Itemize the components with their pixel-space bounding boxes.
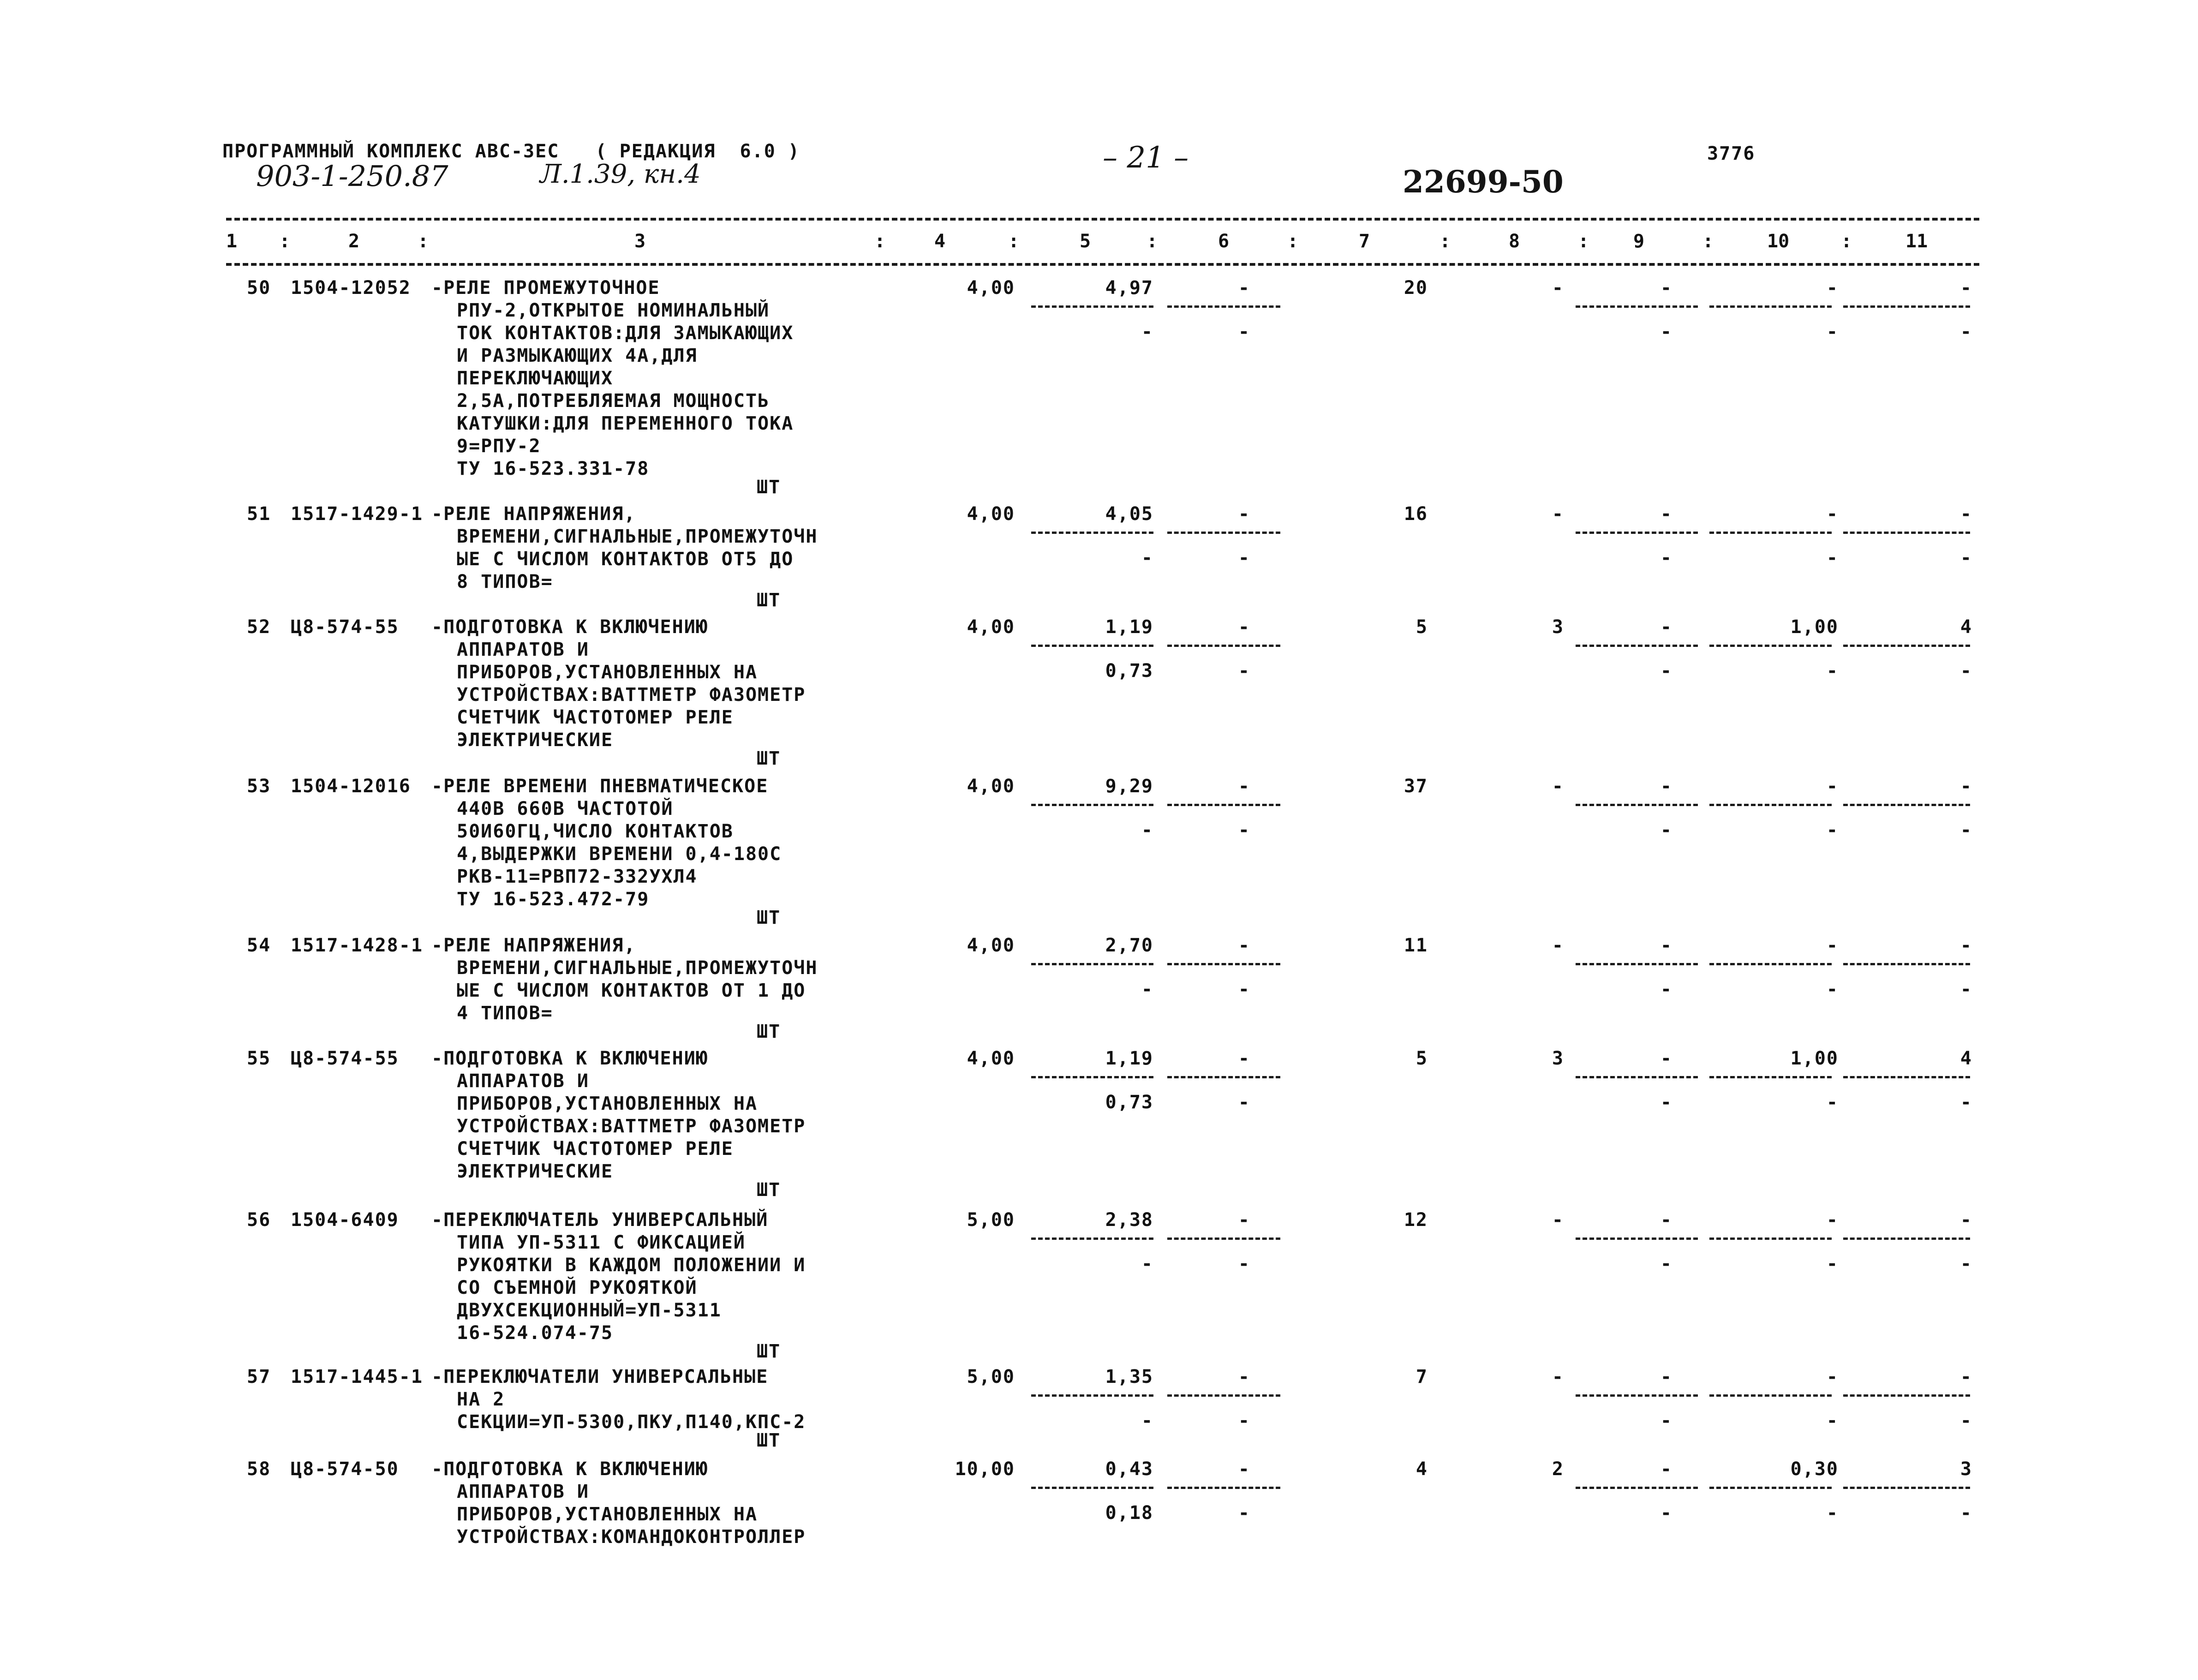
cell-divider: [1576, 645, 1698, 647]
cell-divider: [1031, 963, 1153, 965]
handwritten-project-code: 903-1-250.87: [256, 159, 448, 193]
column-separator: :: [418, 231, 429, 252]
col6-sub-value: -: [1238, 321, 1250, 342]
description-line: ЫЕ С ЧИСЛОМ КОНТАКТОВ ОТ 1 ДО: [457, 980, 806, 1001]
col9-value: -: [1660, 935, 1672, 956]
col5-sub-value: 0,73: [1105, 660, 1153, 682]
col10-sub-value: -: [1826, 1092, 1839, 1113]
row-number: 57: [247, 1366, 271, 1387]
cell-divider: [1167, 645, 1280, 647]
description-line: -ПОДГОТОВКА К ВКЛЮЧЕНИЮ: [431, 616, 708, 638]
cell-divider: [1167, 963, 1280, 965]
description-line: 16-524.074-75: [457, 1322, 614, 1344]
quantity: 4,00: [967, 503, 1015, 525]
description-line: ЫЕ С ЧИСЛОМ КОНТАКТОВ ОТ5 ДО: [457, 549, 794, 570]
col5-sub-value: -: [1141, 819, 1153, 841]
unit-label: ШТ: [757, 477, 781, 498]
description-line: РКВ-11=РВП72-332УХЛ4: [457, 866, 698, 887]
col11-value: 4: [1960, 1048, 1972, 1069]
description-line: АППАРАТОВ И: [457, 1481, 589, 1502]
column-number: 6: [1218, 231, 1230, 252]
col6-value: -: [1238, 776, 1250, 797]
col6-sub-value: -: [1238, 660, 1250, 682]
col6-value: -: [1238, 616, 1250, 638]
column-separator: :: [1841, 231, 1852, 252]
col6-sub-value: -: [1238, 547, 1250, 568]
description-line: -ПОДГОТОВКА К ВКЛЮЧЕНИЮ: [431, 1459, 708, 1480]
row-number: 56: [247, 1209, 271, 1231]
col6-sub-value: -: [1238, 979, 1250, 1000]
row-number: 52: [247, 616, 271, 638]
cell-divider: [1167, 532, 1280, 534]
cell-divider: [1031, 1487, 1153, 1489]
row-number: 54: [247, 935, 271, 956]
column-number: 11: [1905, 231, 1928, 252]
col11-value: -: [1960, 776, 1972, 797]
column-number: 8: [1509, 231, 1520, 252]
description-line: -РЕЛЕ НАПРЯЖЕНИЯ,: [431, 935, 636, 956]
description-line: ВРЕМЕНИ,СИГНАЛЬНЫЕ,ПРОМЕЖУТОЧН: [457, 526, 818, 547]
col8-value: 3: [1552, 616, 1564, 638]
description-line: АППАРАТОВ И: [457, 1070, 589, 1092]
description-line: 440В 660В ЧАСТОТОЙ: [457, 798, 674, 819]
unit-label: ШТ: [757, 1179, 781, 1201]
col7-value: 37: [1404, 776, 1428, 797]
col10-value: -: [1826, 277, 1839, 299]
col10-value: -: [1826, 1209, 1839, 1231]
col10-sub-value: -: [1826, 547, 1839, 568]
cell-divider: [1709, 804, 1832, 806]
quantity: 4,00: [967, 1048, 1015, 1069]
description-line: И РАЗМЫКАЮЩИХ 4А,ДЛЯ: [457, 345, 698, 366]
cell-divider: [1709, 1394, 1832, 1397]
col8-value: -: [1552, 1209, 1564, 1231]
col8-value: -: [1552, 277, 1564, 299]
description-line: ТУ 16-523.472-79: [457, 889, 650, 910]
cell-divider: [1576, 1394, 1698, 1397]
col9-value: -: [1660, 277, 1672, 299]
column-separator: :: [279, 231, 291, 252]
description-line: УСТРОЙСТВАХ:ВАТТМЕТР ФАЗОМЕТР: [457, 1116, 806, 1137]
description-line: СО СЪЕМНОЙ РУКОЯТКОЙ: [457, 1277, 698, 1298]
col9-sub-value: -: [1660, 819, 1672, 841]
cell-divider: [1167, 1076, 1280, 1078]
description-line: 4,ВЫДЕРЖКИ ВРЕМЕНИ 0,4-180С: [457, 843, 782, 865]
cell-divider: [1031, 1394, 1153, 1397]
cell-divider: [1843, 804, 1970, 806]
col6-value: -: [1238, 1048, 1250, 1069]
description-line: -ПЕРЕКЛЮЧАТЕЛЬ УНИВЕРСАЛЬНЫЙ: [431, 1209, 769, 1231]
program-header: ПРОГРАММНЫЙ КОМПЛЕКС АВС-ЗЕС ( РЕДАКЦИЯ 6.0 ): [222, 141, 800, 162]
col6-sub-value: -: [1238, 1410, 1250, 1431]
cell-divider: [1576, 532, 1698, 534]
col8-value: -: [1552, 935, 1564, 956]
quantity: 5,00: [967, 1366, 1015, 1387]
col5-value: 1,19: [1105, 616, 1153, 638]
quantity: 4,00: [967, 616, 1015, 638]
description-line: 50И60ГЦ,ЧИСЛО КОНТАКТОВ: [457, 821, 734, 842]
col11-sub-value: -: [1960, 1502, 1972, 1524]
sheet-code: 3776: [1707, 143, 1756, 164]
col11-sub-value: -: [1960, 979, 1972, 1000]
description-line: ТИПА УП-5311 С ФИКСАЦИЕЙ: [457, 1232, 746, 1253]
col11-sub-value: -: [1960, 1253, 1972, 1274]
column-separator: :: [1008, 231, 1020, 252]
col10-sub-value: -: [1826, 660, 1839, 682]
description-line: УСТРОЙСТВАХ:КОМАНДОКОНТРОЛЛЕР: [457, 1526, 806, 1548]
page-number: – 21 –: [1103, 141, 1189, 175]
col5-sub-value: -: [1141, 1410, 1153, 1431]
col10-sub-value: -: [1826, 1502, 1839, 1524]
col10-value: -: [1826, 1366, 1839, 1387]
col11-sub-value: -: [1960, 547, 1972, 568]
unit-label: ШТ: [757, 590, 781, 611]
row-number: 55: [247, 1048, 271, 1069]
cell-divider: [1843, 532, 1970, 534]
col9-sub-value: -: [1660, 1502, 1672, 1524]
cell-divider: [1576, 305, 1698, 308]
col11-value: -: [1960, 277, 1972, 299]
col5-value: 4,05: [1105, 503, 1153, 525]
column-separator: :: [874, 231, 886, 252]
col11-sub-value: -: [1960, 1092, 1972, 1113]
cell-divider: [1709, 1238, 1832, 1240]
cell-divider: [1843, 963, 1970, 965]
col6-value: -: [1238, 935, 1250, 956]
col9-value: -: [1660, 616, 1672, 638]
column-separator: :: [1147, 231, 1158, 252]
cell-divider: [1843, 1238, 1970, 1240]
col9-value: -: [1660, 1366, 1672, 1387]
cell-divider: [1843, 645, 1970, 647]
col11-value: -: [1960, 935, 1972, 956]
unit-label: ШТ: [757, 907, 781, 928]
cell-divider: [1576, 1076, 1698, 1078]
col5-value: 1,35: [1105, 1366, 1153, 1387]
column-separator: :: [1578, 231, 1589, 252]
description-line: ЭЛЕКТРИЧЕСКИЕ: [457, 1161, 614, 1182]
cell-divider: [1843, 1394, 1970, 1397]
row-number: 50: [247, 277, 271, 299]
col5-value: 1,19: [1105, 1048, 1153, 1069]
cell-divider: [1709, 532, 1832, 534]
description-line: КАТУШКИ:ДЛЯ ПЕРЕМЕННОГО ТОКА: [457, 413, 794, 434]
col9-sub-value: -: [1660, 979, 1672, 1000]
description-line: 4 ТИПОВ=: [457, 1003, 553, 1024]
col7-value: 11: [1404, 935, 1428, 956]
col9-value: -: [1660, 1209, 1672, 1231]
description-line: -РЕЛЕ ВРЕМЕНИ ПНЕВМАТИЧЕСКОЕ: [431, 776, 769, 797]
col7-value: 20: [1404, 277, 1428, 299]
cell-divider: [1709, 645, 1832, 647]
col5-value: 2,70: [1105, 935, 1153, 956]
resource-code: 1504-12052: [291, 277, 411, 299]
col6-sub-value: -: [1238, 1502, 1250, 1524]
col7-value: 4: [1416, 1459, 1428, 1480]
description-line: ТУ 16-523.331-78: [457, 458, 650, 479]
col6-value: -: [1238, 277, 1250, 299]
col9-sub-value: -: [1660, 1092, 1672, 1113]
column-number: 10: [1767, 231, 1790, 252]
description-line: ПЕРЕКЛЮЧАЮЩИХ: [457, 368, 614, 389]
cell-divider: [1709, 963, 1832, 965]
col9-sub-value: -: [1660, 321, 1672, 342]
unit-label: ШТ: [757, 748, 781, 769]
cell-divider: [1709, 305, 1832, 308]
col7-value: 5: [1416, 1048, 1428, 1069]
column-number: 7: [1359, 231, 1370, 252]
quantity: 5,00: [967, 1209, 1015, 1231]
resource-code: 1517-1428-1: [291, 935, 423, 956]
column-separator: :: [1287, 231, 1299, 252]
col7-value: 5: [1416, 616, 1428, 638]
column-separator: :: [1702, 231, 1714, 252]
cell-divider: [1709, 1487, 1832, 1489]
description-line: ЭЛЕКТРИЧЕСКИЕ: [457, 729, 614, 751]
cell-divider: [1709, 1076, 1832, 1078]
description-line: СЕКЦИИ=УП-5300,ПКУ,П140,КПС-2: [457, 1411, 806, 1433]
cell-divider: [1843, 1076, 1970, 1078]
col5-sub-value: -: [1141, 547, 1153, 568]
col10-sub-value: -: [1826, 979, 1839, 1000]
description-line: СЧЕТЧИК ЧАСТОТОМЕР РЕЛЕ: [457, 1138, 734, 1160]
col10-value: -: [1826, 935, 1839, 956]
description-line: 8 ТИПОВ=: [457, 571, 553, 592]
resource-code: Ц8-574-50: [291, 1459, 399, 1480]
description-line: ДВУХСЕКЦИОННЫЙ=УП-5311: [457, 1300, 722, 1321]
handwritten-sheet-ref: Л.1.39, кн.4: [540, 159, 701, 189]
unit-label: ШТ: [757, 1341, 781, 1362]
description-line: 9=РПУ-2: [457, 436, 541, 457]
description-line: -ПЕРЕКЛЮЧАТЕЛИ УНИВЕРСАЛЬНЫЕ: [431, 1366, 769, 1387]
col11-sub-value: -: [1960, 1410, 1972, 1431]
quantity: 10,00: [955, 1459, 1015, 1480]
cell-divider: [1031, 645, 1153, 647]
resource-code: 1517-1445-1: [291, 1366, 423, 1387]
col6-value: -: [1238, 1459, 1250, 1480]
col9-value: -: [1660, 1459, 1672, 1480]
unit-label: ШТ: [757, 1430, 781, 1451]
column-number: 5: [1080, 231, 1091, 252]
cell-divider: [1576, 804, 1698, 806]
col6-sub-value: -: [1238, 1092, 1250, 1113]
quantity: 4,00: [967, 935, 1015, 956]
column-number: 3: [634, 231, 646, 252]
row-number: 58: [247, 1459, 271, 1480]
description-line: ВРЕМЕНИ,СИГНАЛЬНЫЕ,ПРОМЕЖУТОЧН: [457, 957, 818, 979]
col7-value: 7: [1416, 1366, 1428, 1387]
resource-code: 1504-12016: [291, 776, 411, 797]
table-top-rule: [226, 218, 1979, 221]
description-line: -ПОДГОТОВКА К ВКЛЮЧЕНИЮ: [431, 1048, 708, 1069]
resource-code: Ц8-574-55: [291, 616, 399, 638]
col11-sub-value: -: [1960, 660, 1972, 682]
column-number: 2: [348, 231, 360, 252]
column-number: 9: [1633, 231, 1645, 252]
row-number: 53: [247, 776, 271, 797]
resource-code: 1517-1429-1: [291, 503, 423, 525]
cell-divider: [1167, 1487, 1280, 1489]
col9-sub-value: -: [1660, 1253, 1672, 1274]
description-line: РПУ-2,ОТКРЫТОЕ НОМИНАЛЬНЫЙ: [457, 300, 770, 321]
col11-value: 4: [1960, 616, 1972, 638]
cell-divider: [1167, 1238, 1280, 1240]
description-line: -РЕЛЕ ПРОМЕЖУТОЧНОЕ: [431, 277, 660, 299]
cell-divider: [1031, 1238, 1153, 1240]
description-line: УСТРОЙСТВАХ:ВАТТМЕТР ФАЗОМЕТР: [457, 684, 806, 705]
col10-value: 1,00: [1790, 616, 1839, 638]
description-line: НА 2: [457, 1389, 505, 1410]
quantity: 4,00: [967, 277, 1015, 299]
col10-value: 1,00: [1790, 1048, 1839, 1069]
col5-value: 0,43: [1105, 1459, 1153, 1480]
description-line: ПРИБОРОВ,УСТАНОВЛЕННЫХ НА: [457, 662, 758, 683]
col6-sub-value: -: [1238, 819, 1250, 841]
col7-value: 16: [1404, 503, 1428, 525]
col6-value: -: [1238, 1366, 1250, 1387]
col10-sub-value: -: [1826, 1253, 1839, 1274]
description-line: СЧЕТЧИК ЧАСТОТОМЕР РЕЛЕ: [457, 707, 734, 728]
col10-value: -: [1826, 503, 1839, 525]
document-number: 22699-50: [1403, 164, 1564, 200]
col5-sub-value: -: [1141, 979, 1153, 1000]
col8-value: -: [1552, 1366, 1564, 1387]
col5-sub-value: -: [1141, 1253, 1153, 1274]
description-line: ТОК КОНТАКТОВ:ДЛЯ ЗАМЫКАЮЩИХ: [457, 323, 794, 344]
col10-value: -: [1826, 776, 1839, 797]
col10-sub-value: -: [1826, 1410, 1839, 1431]
cell-divider: [1843, 305, 1970, 308]
col10-sub-value: -: [1826, 321, 1839, 342]
col8-value: -: [1552, 503, 1564, 525]
col5-value: 2,38: [1105, 1209, 1153, 1231]
resource-code: Ц8-574-55: [291, 1048, 399, 1069]
resource-code: 1504-6409: [291, 1209, 399, 1231]
col5-sub-value: 0,18: [1105, 1502, 1153, 1524]
table-header-rule: [226, 263, 1979, 266]
col11-value: -: [1960, 1366, 1972, 1387]
col5-value: 4,97: [1105, 277, 1153, 299]
col6-value: -: [1238, 1209, 1250, 1231]
col11-value: 3: [1960, 1459, 1972, 1480]
col10-value: 0,30: [1790, 1459, 1839, 1480]
col9-value: -: [1660, 776, 1672, 797]
description-line: 2,5А,ПОТРЕБЛЯЕМАЯ МОЩНОСТЬ: [457, 390, 770, 412]
col8-value: 3: [1552, 1048, 1564, 1069]
col9-sub-value: -: [1660, 660, 1672, 682]
col11-sub-value: -: [1960, 321, 1972, 342]
cell-divider: [1843, 1487, 1970, 1489]
col6-value: -: [1238, 503, 1250, 525]
col5-sub-value: 0,73: [1105, 1092, 1153, 1113]
column-number: 4: [934, 231, 946, 252]
cell-divider: [1167, 804, 1280, 806]
quantity: 4,00: [967, 776, 1015, 797]
col5-value: 9,29: [1105, 776, 1153, 797]
description-line: -РЕЛЕ НАПРЯЖЕНИЯ,: [431, 503, 636, 525]
col9-sub-value: -: [1660, 547, 1672, 568]
col11-sub-value: -: [1960, 819, 1972, 841]
cell-divider: [1031, 804, 1153, 806]
description-line: ПРИБОРОВ,УСТАНОВЛЕННЫХ НА: [457, 1504, 758, 1525]
cell-divider: [1576, 963, 1698, 965]
col9-value: -: [1660, 503, 1672, 525]
col9-sub-value: -: [1660, 1410, 1672, 1431]
column-number: 1: [226, 231, 238, 252]
cell-divider: [1576, 1487, 1698, 1489]
description-line: ПРИБОРОВ,УСТАНОВЛЕННЫХ НА: [457, 1093, 758, 1114]
cell-divider: [1031, 1076, 1153, 1078]
col8-value: -: [1552, 776, 1564, 797]
cell-divider: [1031, 532, 1153, 534]
col7-value: 12: [1404, 1209, 1428, 1231]
col5-sub-value: -: [1141, 321, 1153, 342]
row-number: 51: [247, 503, 271, 525]
col8-value: 2: [1552, 1459, 1564, 1480]
col6-sub-value: -: [1238, 1253, 1250, 1274]
column-separator: :: [1439, 231, 1451, 252]
cell-divider: [1167, 1394, 1280, 1397]
col10-sub-value: -: [1826, 819, 1839, 841]
description-line: РУКОЯТКИ В КАЖДОМ ПОЛОЖЕНИИ И: [457, 1255, 806, 1276]
column-number-header: [226, 231, 1979, 258]
col11-value: -: [1960, 503, 1972, 525]
cell-divider: [1167, 305, 1280, 308]
cell-divider: [1576, 1238, 1698, 1240]
col9-value: -: [1660, 1048, 1672, 1069]
unit-label: ШТ: [757, 1021, 781, 1042]
description-line: АППАРАТОВ И: [457, 639, 589, 660]
cell-divider: [1031, 305, 1153, 308]
col11-value: -: [1960, 1209, 1972, 1231]
